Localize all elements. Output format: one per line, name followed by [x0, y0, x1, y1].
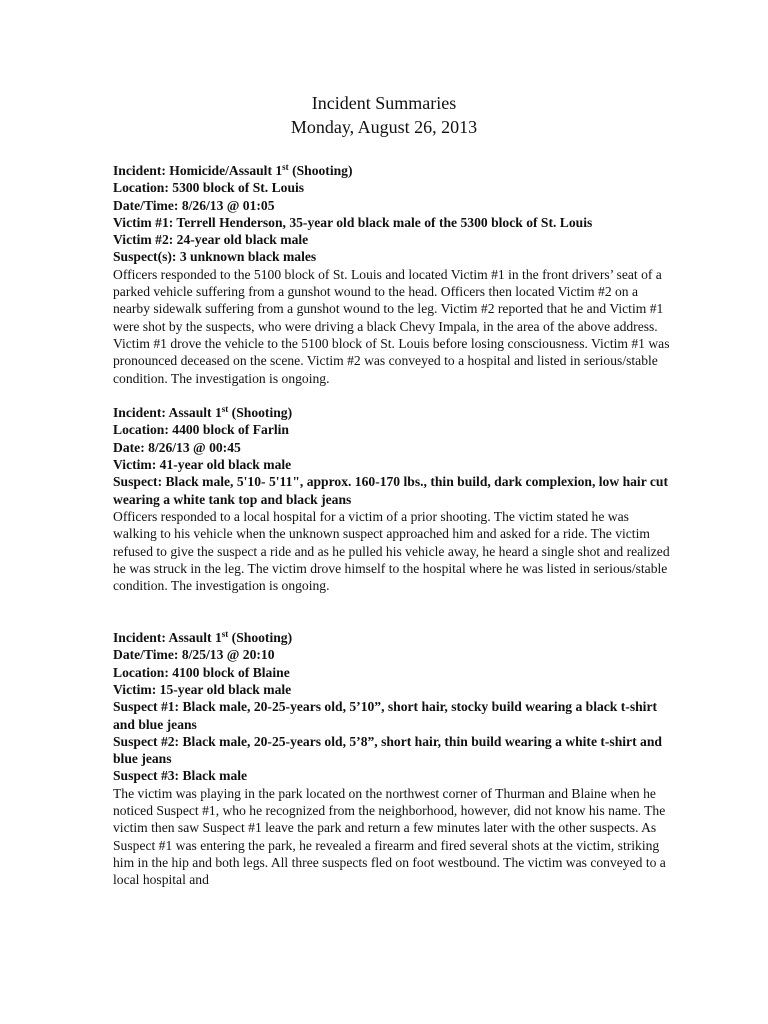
- document-date: Monday, August 26, 2013: [290, 117, 478, 137]
- incident-suspects: Suspect(s): 3 unknown black males: [113, 249, 317, 265]
- incident-narrative: Officers responded to the 5100 block of St. Louis and located Victim #1 in the front drivers’ seat of a parked vehicle suffering from a gunshot wound to the head. Officers then located Victim #2 on a nearby sidewalk suffering from a gunshot wound to the leg. Victim #2 reported that he and Victim #1 were shot by the suspects, who were driving a black Chevy Impala, in the area of the above address. Victim #1 drove the vehicle to the 5100 block of St. Louis before losing consciousness. Victim #1 was pronounced deceased on the scene. Victim #2 was conveyed to a hospital and listed in serious/stable condition. The investigation is ongoing.: [113, 266, 670, 386]
- section-spacer: [113, 612, 673, 629]
- incident-victim-2: Victim #2: 24-year old black male: [113, 232, 309, 248]
- incident-type: Incident: Homicide/Assault 1st (Shooting): [113, 162, 353, 178]
- incident-victim: Victim: 41-year old black male: [113, 457, 292, 473]
- incident-type: Incident: Assault 1st (Shooting): [113, 404, 293, 421]
- document-title: Incident Summaries: [311, 93, 457, 113]
- incident-datetime: Date/Time: 8/26/13 @ 01:05: [113, 197, 275, 213]
- ordinal-suffix: st: [221, 629, 229, 640]
- incident-location: Location: 4400 block of Farlin: [113, 422, 289, 438]
- incident-summary-2: [113, 404, 673, 594]
- incident-datetime: Date/Time: 8/25/13 @ 20:10: [113, 647, 275, 663]
- incident-suspect: Suspect: Black male, 5'10- 5'11", approx. 160-170 lbs., thin build, dark complexion, low hair cut wearing a white tank top and black jeans: [113, 474, 669, 507]
- incident-victim-1: Victim #1: Terrell Henderson, 35-year old black male of the 5300 block of St. Louis: [113, 214, 593, 230]
- incident-summary-3: [113, 629, 673, 888]
- incident-suspect-2: Suspect #2: Black male, 20-25-years old, 5’8”, short hair, thin build wearing a white t-shirt and blue jeans: [113, 733, 662, 767]
- ordinal-suffix: st: [282, 162, 289, 172]
- incident-narrative: Officers responded to a local hospital for a victim of a prior shooting. The victim stated he was walking to his vehicle when the unknown suspect approached him and asked for a ride. The victim refused to give the suspect a ride and as he pulled his vehicle away, he heard a single shot and realized he was struck in the leg. The victim drove himself to the hospital where he was listed in serious/stable condition. The investigation is ongoing.: [113, 508, 670, 594]
- incident-narrative: The victim was playing in the park located on the northwest corner of Thurman and Blaine when he noticed Suspect #1, who he recognized from the neighborhood, however, did not know his name. The victim then saw Suspect #1 leave the park and return a few minutes later with the other suspects. As Suspect #1 was entering the park, he revealed a firearm and fired several shots at the victim, striking him in the hip and both legs. All three suspects fled on foot westbound. The victim was conveyed to a local hospital and: [113, 785, 666, 888]
- document-header: [0, 91, 768, 139]
- incident-location: Location: 5300 block of St. Louis: [113, 180, 305, 196]
- incident-summary-1: [113, 162, 673, 387]
- incident-list: [113, 162, 673, 906]
- incident-suspect-1: Suspect #1: Black male, 20-25-years old, 5’10”, short hair, stocky build wearing a black t-shirt and blue jeans: [113, 699, 658, 732]
- incident-location: Location: 4100 block of Blaine: [113, 664, 290, 680]
- incident-date: Date: 8/26/13 @ 00:45: [113, 439, 241, 455]
- ordinal-suffix: st: [221, 404, 229, 415]
- incident-victim: Victim: 15-year old black male: [113, 681, 292, 697]
- incident-suspect-3: Suspect #3: Black male: [113, 768, 248, 784]
- incident-type: Incident: Assault 1st (Shooting): [113, 629, 293, 646]
